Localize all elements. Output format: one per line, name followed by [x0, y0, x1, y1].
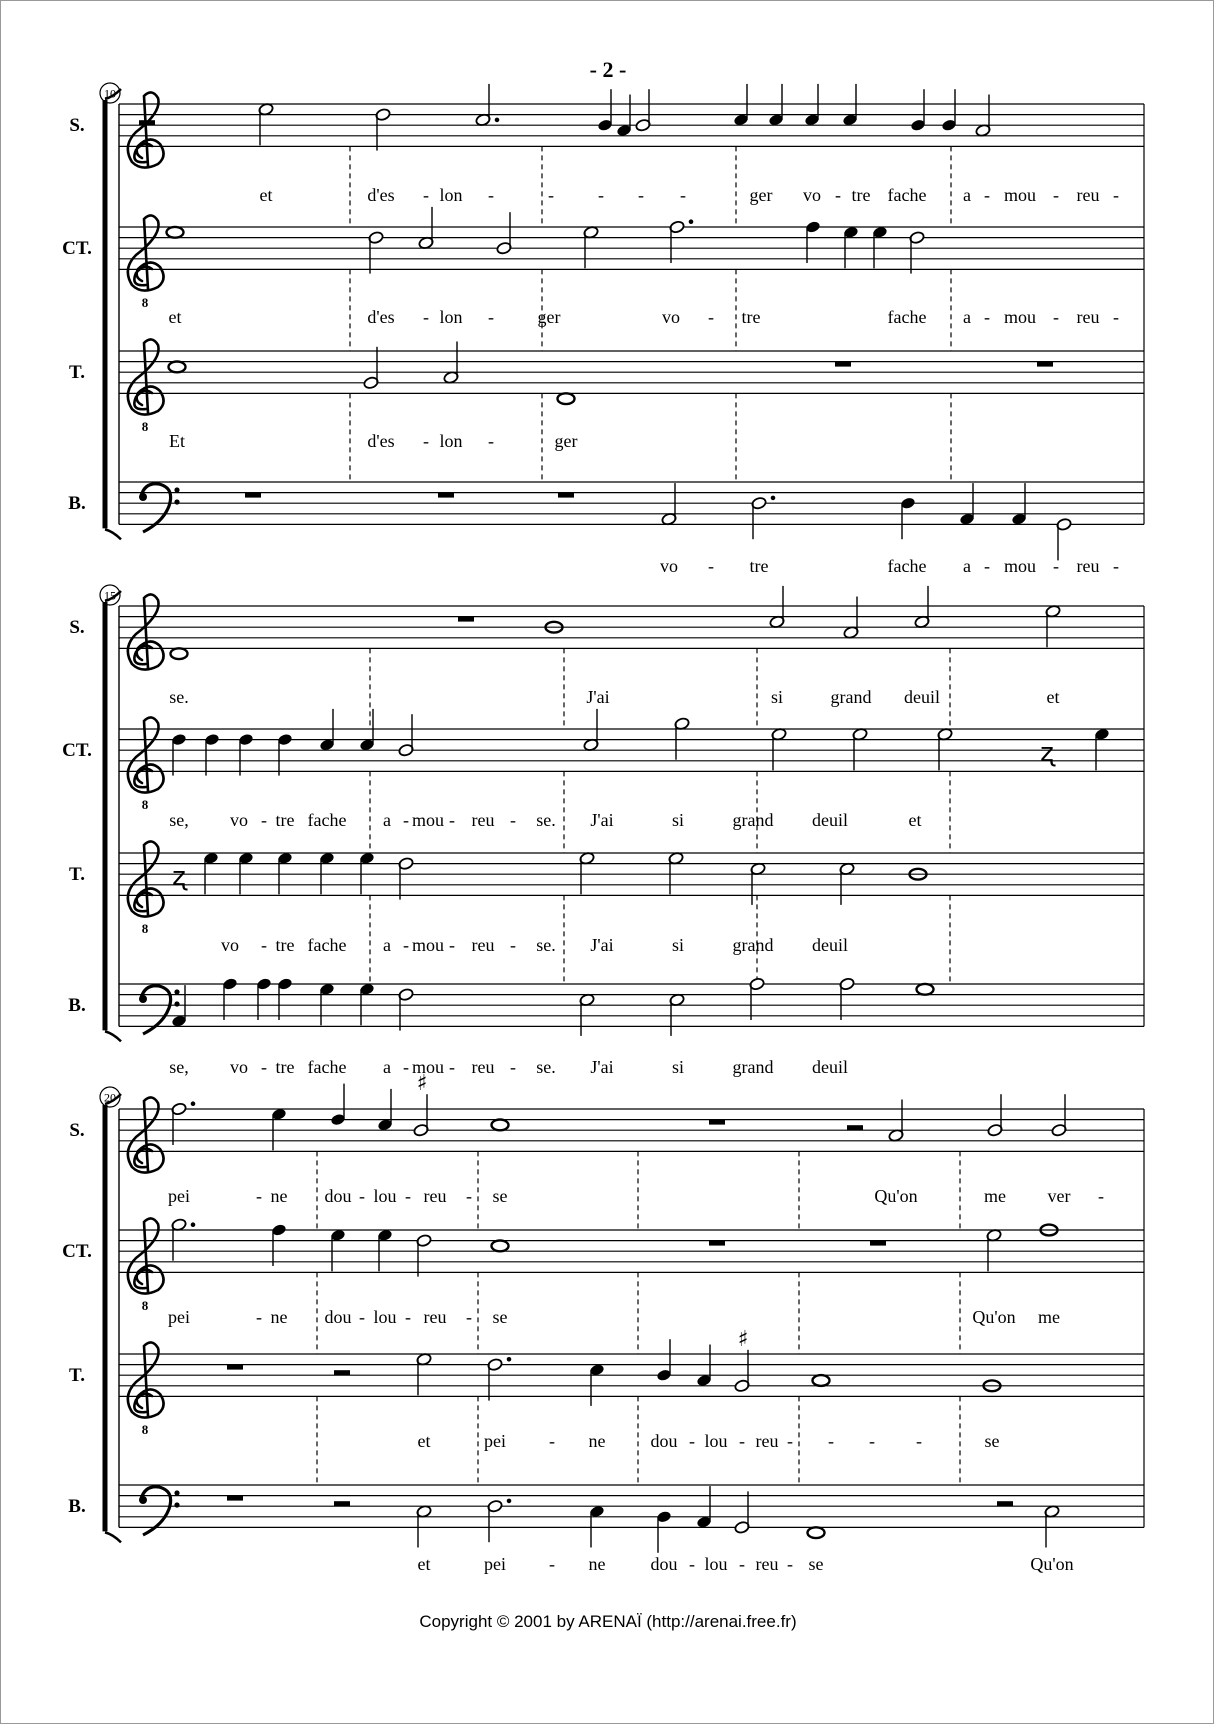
- half-rest: [997, 1501, 1013, 1506]
- bass-clef-dot: [139, 995, 147, 1003]
- note-head: [492, 1241, 509, 1252]
- voice-label: S.: [69, 1120, 85, 1142]
- quarter-rest: ʐ: [1040, 737, 1054, 768]
- measure-number: 10: [104, 86, 116, 101]
- whole-rest: [709, 1120, 725, 1125]
- lyric-syllable: mou: [411, 1057, 445, 1077]
- lyric-syllable: -: [828, 1431, 834, 1451]
- whole-rest: [245, 493, 261, 498]
- voice-2: [62, 709, 1144, 853]
- voice-label: T.: [68, 1365, 86, 1387]
- voice-4: [68, 977, 1144, 1077]
- lyric-syllable: ne: [270, 1186, 288, 1206]
- system-2: [62, 585, 1144, 1077]
- lyric-syllable: -: [549, 1554, 555, 1574]
- lyric-syllable: lou: [373, 1307, 397, 1327]
- lyric-syllable: pei: [168, 1307, 190, 1327]
- lyric-syllable: mou: [1003, 307, 1037, 327]
- note-head: [492, 1120, 509, 1131]
- score-svg: [1, 1, 1214, 1725]
- lyric-syllable: si: [671, 1057, 685, 1077]
- lyric-syllable: a: [963, 185, 971, 205]
- note-dot: [507, 1499, 512, 1504]
- whole-rest: [458, 617, 474, 622]
- lyric-syllable: se.: [169, 687, 189, 707]
- lyric-syllable: -: [548, 185, 554, 205]
- octave-eight-label: 8: [141, 1298, 149, 1313]
- lyric-syllable: lon: [439, 431, 463, 451]
- lyric-syllable: vo: [662, 307, 680, 327]
- lyric-syllable: lon: [439, 307, 463, 327]
- lyric-syllable: reu: [1076, 307, 1100, 327]
- lyric-syllable: reu: [471, 935, 495, 955]
- note-head: [558, 393, 575, 404]
- half-rest: [334, 1370, 350, 1375]
- voice-label: CT.: [62, 238, 92, 260]
- voice-label: CT.: [62, 740, 92, 762]
- lyric-syllable: dou: [650, 1431, 678, 1451]
- lyric-syllable: d'es: [367, 307, 395, 327]
- voice-label: S.: [69, 617, 85, 639]
- measure-number: 20: [104, 1090, 116, 1105]
- lyric-syllable: lou: [704, 1554, 728, 1574]
- note-dot: [689, 219, 694, 224]
- lyric-syllable: -: [423, 431, 429, 451]
- lyric-syllable: se: [492, 1307, 508, 1327]
- lyric-syllable: vo: [803, 185, 821, 205]
- whole-rest: [227, 1365, 243, 1370]
- lyric-syllable: -: [787, 1554, 793, 1574]
- lyric-syllable: -: [984, 185, 990, 205]
- lyric-syllable: -: [423, 185, 429, 205]
- copyright-notice: Copyright © 2001 by ARENAÏ (http://arenai.free.fr): [419, 1612, 797, 1631]
- voice-3: [69, 841, 1144, 984]
- lyric-syllable: dou: [324, 1186, 352, 1206]
- lyric-syllable: grand: [732, 935, 774, 955]
- voice-4: [68, 1485, 1144, 1574]
- lyric-syllable: -: [680, 185, 686, 205]
- lyric-syllable: -: [708, 556, 714, 576]
- whole-rest: [558, 493, 574, 498]
- lyric-syllable: Qu'on: [874, 1186, 918, 1206]
- note-dot: [191, 1222, 196, 1227]
- half-rest: [847, 1125, 863, 1130]
- sharp-accidental: ♯: [737, 1326, 749, 1352]
- lyric-syllable: mou: [1003, 185, 1037, 205]
- system-bracket-bottom: [105, 529, 121, 539]
- system-bracket-bottom: [105, 1532, 121, 1542]
- voice-label: B.: [68, 493, 86, 515]
- lyric-syllable: J'ai: [590, 1057, 614, 1077]
- lyric-syllable: a: [963, 307, 971, 327]
- measure-number: 15: [104, 588, 116, 603]
- lyric-syllable: -: [1053, 307, 1059, 327]
- lyric-syllable: a: [383, 935, 391, 955]
- whole-rest: [870, 1241, 886, 1246]
- lyric-syllable: fache: [307, 1057, 347, 1077]
- octave-eight-label: 8: [141, 419, 149, 434]
- half-rest: [139, 120, 155, 125]
- lyric-syllable: -: [256, 1186, 262, 1206]
- voice-label: T.: [68, 864, 86, 886]
- lyric-syllable: -: [739, 1431, 745, 1451]
- note-head: [808, 1527, 825, 1538]
- lyric-syllable: -: [916, 1431, 922, 1451]
- voice-4: [68, 482, 1144, 576]
- lyric-syllable: -: [510, 935, 516, 955]
- lyric-syllable: grand: [732, 810, 774, 830]
- lyric-syllable: -: [1098, 1186, 1104, 1206]
- voice-2: [62, 1218, 1144, 1354]
- lyric-syllable: -: [1053, 556, 1059, 576]
- lyric-syllable: deuil: [812, 935, 848, 955]
- lyric-syllable: -: [1113, 556, 1119, 576]
- lyric-syllable: -: [787, 1431, 793, 1451]
- lyric-syllable: -: [739, 1554, 745, 1574]
- lyric-syllable: fache: [307, 935, 347, 955]
- lyric-syllable: -: [1113, 185, 1119, 205]
- lyric-syllable: tre: [275, 1057, 295, 1077]
- bass-clef-dot: [139, 1496, 147, 1504]
- lyric-syllable: -: [261, 935, 267, 955]
- lyric-syllable: d'es: [367, 185, 395, 205]
- voice-1: [69, 586, 1144, 729]
- lyric-syllable: tre: [275, 935, 295, 955]
- note-dot: [495, 118, 500, 123]
- lyric-syllable: -: [869, 1431, 875, 1451]
- lyric-syllable: -: [423, 307, 429, 327]
- system-1: [62, 83, 1144, 576]
- sharp-accidental: ♯: [416, 1071, 428, 1097]
- octave-eight-label: 8: [141, 797, 149, 812]
- lyric-syllable: J'ai: [586, 687, 610, 707]
- page-number: - 2 -: [589, 57, 627, 82]
- lyric-syllable: d'es: [367, 431, 395, 451]
- lyric-syllable: se: [492, 1186, 508, 1206]
- quarter-rest: ʐ: [172, 861, 186, 892]
- lyric-syllable: grand: [830, 687, 872, 707]
- lyric-syllable: se,: [169, 1057, 189, 1077]
- lyric-syllable: deuil: [812, 1057, 848, 1077]
- lyric-syllable: -: [359, 1186, 365, 1206]
- lyric-syllable: se: [808, 1554, 824, 1574]
- lyric-syllable: -: [488, 307, 494, 327]
- lyric-syllable: fache: [307, 810, 347, 830]
- voice-label: T.: [68, 362, 86, 384]
- lyric-syllable: J'ai: [590, 935, 614, 955]
- lyric-syllable: ger: [537, 307, 561, 327]
- lyric-syllable: grand: [732, 1057, 774, 1077]
- lyric-syllable: -: [510, 810, 516, 830]
- lyric-syllable: ne: [588, 1554, 606, 1574]
- lyric-syllable: -: [449, 810, 455, 830]
- note-head: [171, 648, 188, 659]
- lyric-syllable: se: [984, 1431, 1000, 1451]
- lyric-syllable: tre: [749, 556, 769, 576]
- whole-rest: [227, 1496, 243, 1501]
- lyric-syllable: dou: [650, 1554, 678, 1574]
- lyric-syllable: -: [261, 810, 267, 830]
- lyric-syllable: -: [403, 935, 409, 955]
- lyric-syllable: reu: [423, 1186, 447, 1206]
- bass-clef-dot: [174, 1001, 179, 1006]
- lyric-syllable: Et: [169, 431, 185, 451]
- lyric-syllable: se.: [536, 935, 556, 955]
- lyric-syllable: reu: [755, 1554, 779, 1574]
- lyric-syllable: fache: [887, 185, 927, 205]
- lyric-syllable: Qu'on: [1030, 1554, 1074, 1574]
- lyric-syllable: -: [466, 1307, 472, 1327]
- lyric-syllable: -: [689, 1554, 695, 1574]
- lyric-syllable: -: [466, 1186, 472, 1206]
- lyric-syllable: -: [359, 1307, 365, 1327]
- lyric-syllable: vo: [221, 935, 239, 955]
- lyric-syllable: vo: [230, 810, 248, 830]
- lyric-syllable: -: [1113, 307, 1119, 327]
- lyric-syllable: -: [984, 556, 990, 576]
- voice-label: S.: [69, 115, 85, 137]
- lyric-syllable: -: [598, 185, 604, 205]
- bass-clef-dot: [174, 989, 179, 994]
- system-3: [62, 1071, 1144, 1574]
- lyric-syllable: pei: [168, 1186, 190, 1206]
- lyric-syllable: et: [908, 810, 922, 830]
- lyric-syllable: -: [449, 935, 455, 955]
- voice-1: [69, 84, 1144, 227]
- note-head: [167, 227, 184, 238]
- bass-clef-dot: [174, 1502, 179, 1507]
- lyric-syllable: -: [405, 1186, 411, 1206]
- lyric-syllable: se.: [536, 810, 556, 830]
- voice-label: B.: [68, 1496, 86, 1518]
- note-head: [917, 984, 934, 995]
- lyric-syllable: mou: [1003, 556, 1037, 576]
- note-head: [813, 1375, 830, 1386]
- lyric-syllable: reu: [1076, 185, 1100, 205]
- lyric-syllable: mou: [411, 935, 445, 955]
- voice-2: [62, 207, 1144, 351]
- lyric-syllable: dou: [324, 1307, 352, 1327]
- lyric-syllable: -: [261, 1057, 267, 1077]
- lyric-syllable: reu: [755, 1431, 779, 1451]
- lyric-syllable: a: [383, 810, 391, 830]
- lyric-syllable: me: [1038, 1307, 1060, 1327]
- bass-clef-dot: [174, 487, 179, 492]
- lyric-syllable: -: [689, 1431, 695, 1451]
- lyric-syllable: -: [488, 185, 494, 205]
- lyric-syllable: -: [403, 1057, 409, 1077]
- lyric-syllable: si: [671, 810, 685, 830]
- lyric-syllable: J'ai: [590, 810, 614, 830]
- lyric-syllable: tre: [851, 185, 871, 205]
- lyric-syllable: -: [449, 1057, 455, 1077]
- bass-clef-dot: [174, 1490, 179, 1495]
- lyric-syllable: vo: [230, 1057, 248, 1077]
- lyric-syllable: ne: [588, 1431, 606, 1451]
- lyric-syllable: et: [168, 307, 182, 327]
- lyric-syllable: vo: [660, 556, 678, 576]
- voice-label: B.: [68, 995, 86, 1017]
- lyric-syllable: fache: [887, 556, 927, 576]
- lyric-syllable: -: [1053, 185, 1059, 205]
- note-dot: [771, 496, 776, 501]
- half-rest: [334, 1501, 350, 1506]
- lyric-syllable: deuil: [812, 810, 848, 830]
- system-bracket-bottom: [105, 1031, 121, 1041]
- voice-3: [69, 339, 1144, 482]
- voice-1: [69, 1071, 1144, 1230]
- lyric-syllable: reu: [471, 1057, 495, 1077]
- octave-eight-label: 8: [141, 921, 149, 936]
- lyric-syllable: se.: [536, 1057, 556, 1077]
- note-dot: [191, 1101, 196, 1106]
- lyric-syllable: si: [671, 935, 685, 955]
- lyric-syllable: lou: [373, 1186, 397, 1206]
- octave-eight-label: 8: [141, 295, 149, 310]
- note-head: [169, 362, 186, 373]
- lyric-syllable: -: [405, 1307, 411, 1327]
- lyric-syllable: reu: [471, 810, 495, 830]
- bass-clef-dot: [174, 499, 179, 504]
- lyric-syllable: si: [770, 687, 784, 707]
- voice-3: [69, 1327, 1144, 1485]
- lyric-syllable: se,: [169, 810, 189, 830]
- lyric-syllable: reu: [1076, 556, 1100, 576]
- bass-clef-dot: [139, 493, 147, 501]
- note-dot: [507, 1357, 512, 1362]
- lyric-syllable: -: [403, 810, 409, 830]
- lyric-syllable: -: [638, 185, 644, 205]
- lyric-syllable: -: [835, 185, 841, 205]
- lyric-syllable: deuil: [904, 687, 940, 707]
- lyric-syllable: Qu'on: [972, 1307, 1016, 1327]
- lyric-syllable: -: [984, 307, 990, 327]
- lyric-syllable: -: [708, 307, 714, 327]
- lyric-syllable: a: [963, 556, 971, 576]
- lyric-syllable: a: [383, 1057, 391, 1077]
- lyric-syllable: ver: [1047, 1186, 1071, 1206]
- lyric-syllable: ger: [554, 431, 578, 451]
- lyric-syllable: fache: [887, 307, 927, 327]
- lyric-syllable: et: [1046, 687, 1060, 707]
- lyric-syllable: lou: [704, 1431, 728, 1451]
- lyric-syllable: -: [488, 431, 494, 451]
- lyric-syllable: -: [510, 1057, 516, 1077]
- lyric-syllable: ger: [749, 185, 773, 205]
- lyric-syllable: tre: [741, 307, 761, 327]
- lyric-syllable: -: [256, 1307, 262, 1327]
- whole-rest: [835, 362, 851, 367]
- lyric-syllable: me: [984, 1186, 1006, 1206]
- lyric-syllable: et: [417, 1554, 431, 1574]
- voice-label: CT.: [62, 1241, 92, 1263]
- lyric-syllable: reu: [423, 1307, 447, 1327]
- lyric-syllable: pei: [484, 1431, 506, 1451]
- lyric-syllable: et: [417, 1431, 431, 1451]
- lyric-syllable: ne: [270, 1307, 288, 1327]
- lyric-syllable: tre: [275, 810, 295, 830]
- lyric-syllable: pei: [484, 1554, 506, 1574]
- lyric-syllable: lon: [439, 185, 463, 205]
- whole-rest: [1037, 362, 1053, 367]
- octave-eight-label: 8: [141, 1422, 149, 1437]
- lyric-syllable: et: [259, 185, 273, 205]
- lyric-syllable: mou: [411, 810, 445, 830]
- lyric-syllable: -: [549, 1431, 555, 1451]
- whole-rest: [438, 493, 454, 498]
- whole-rest: [709, 1241, 725, 1246]
